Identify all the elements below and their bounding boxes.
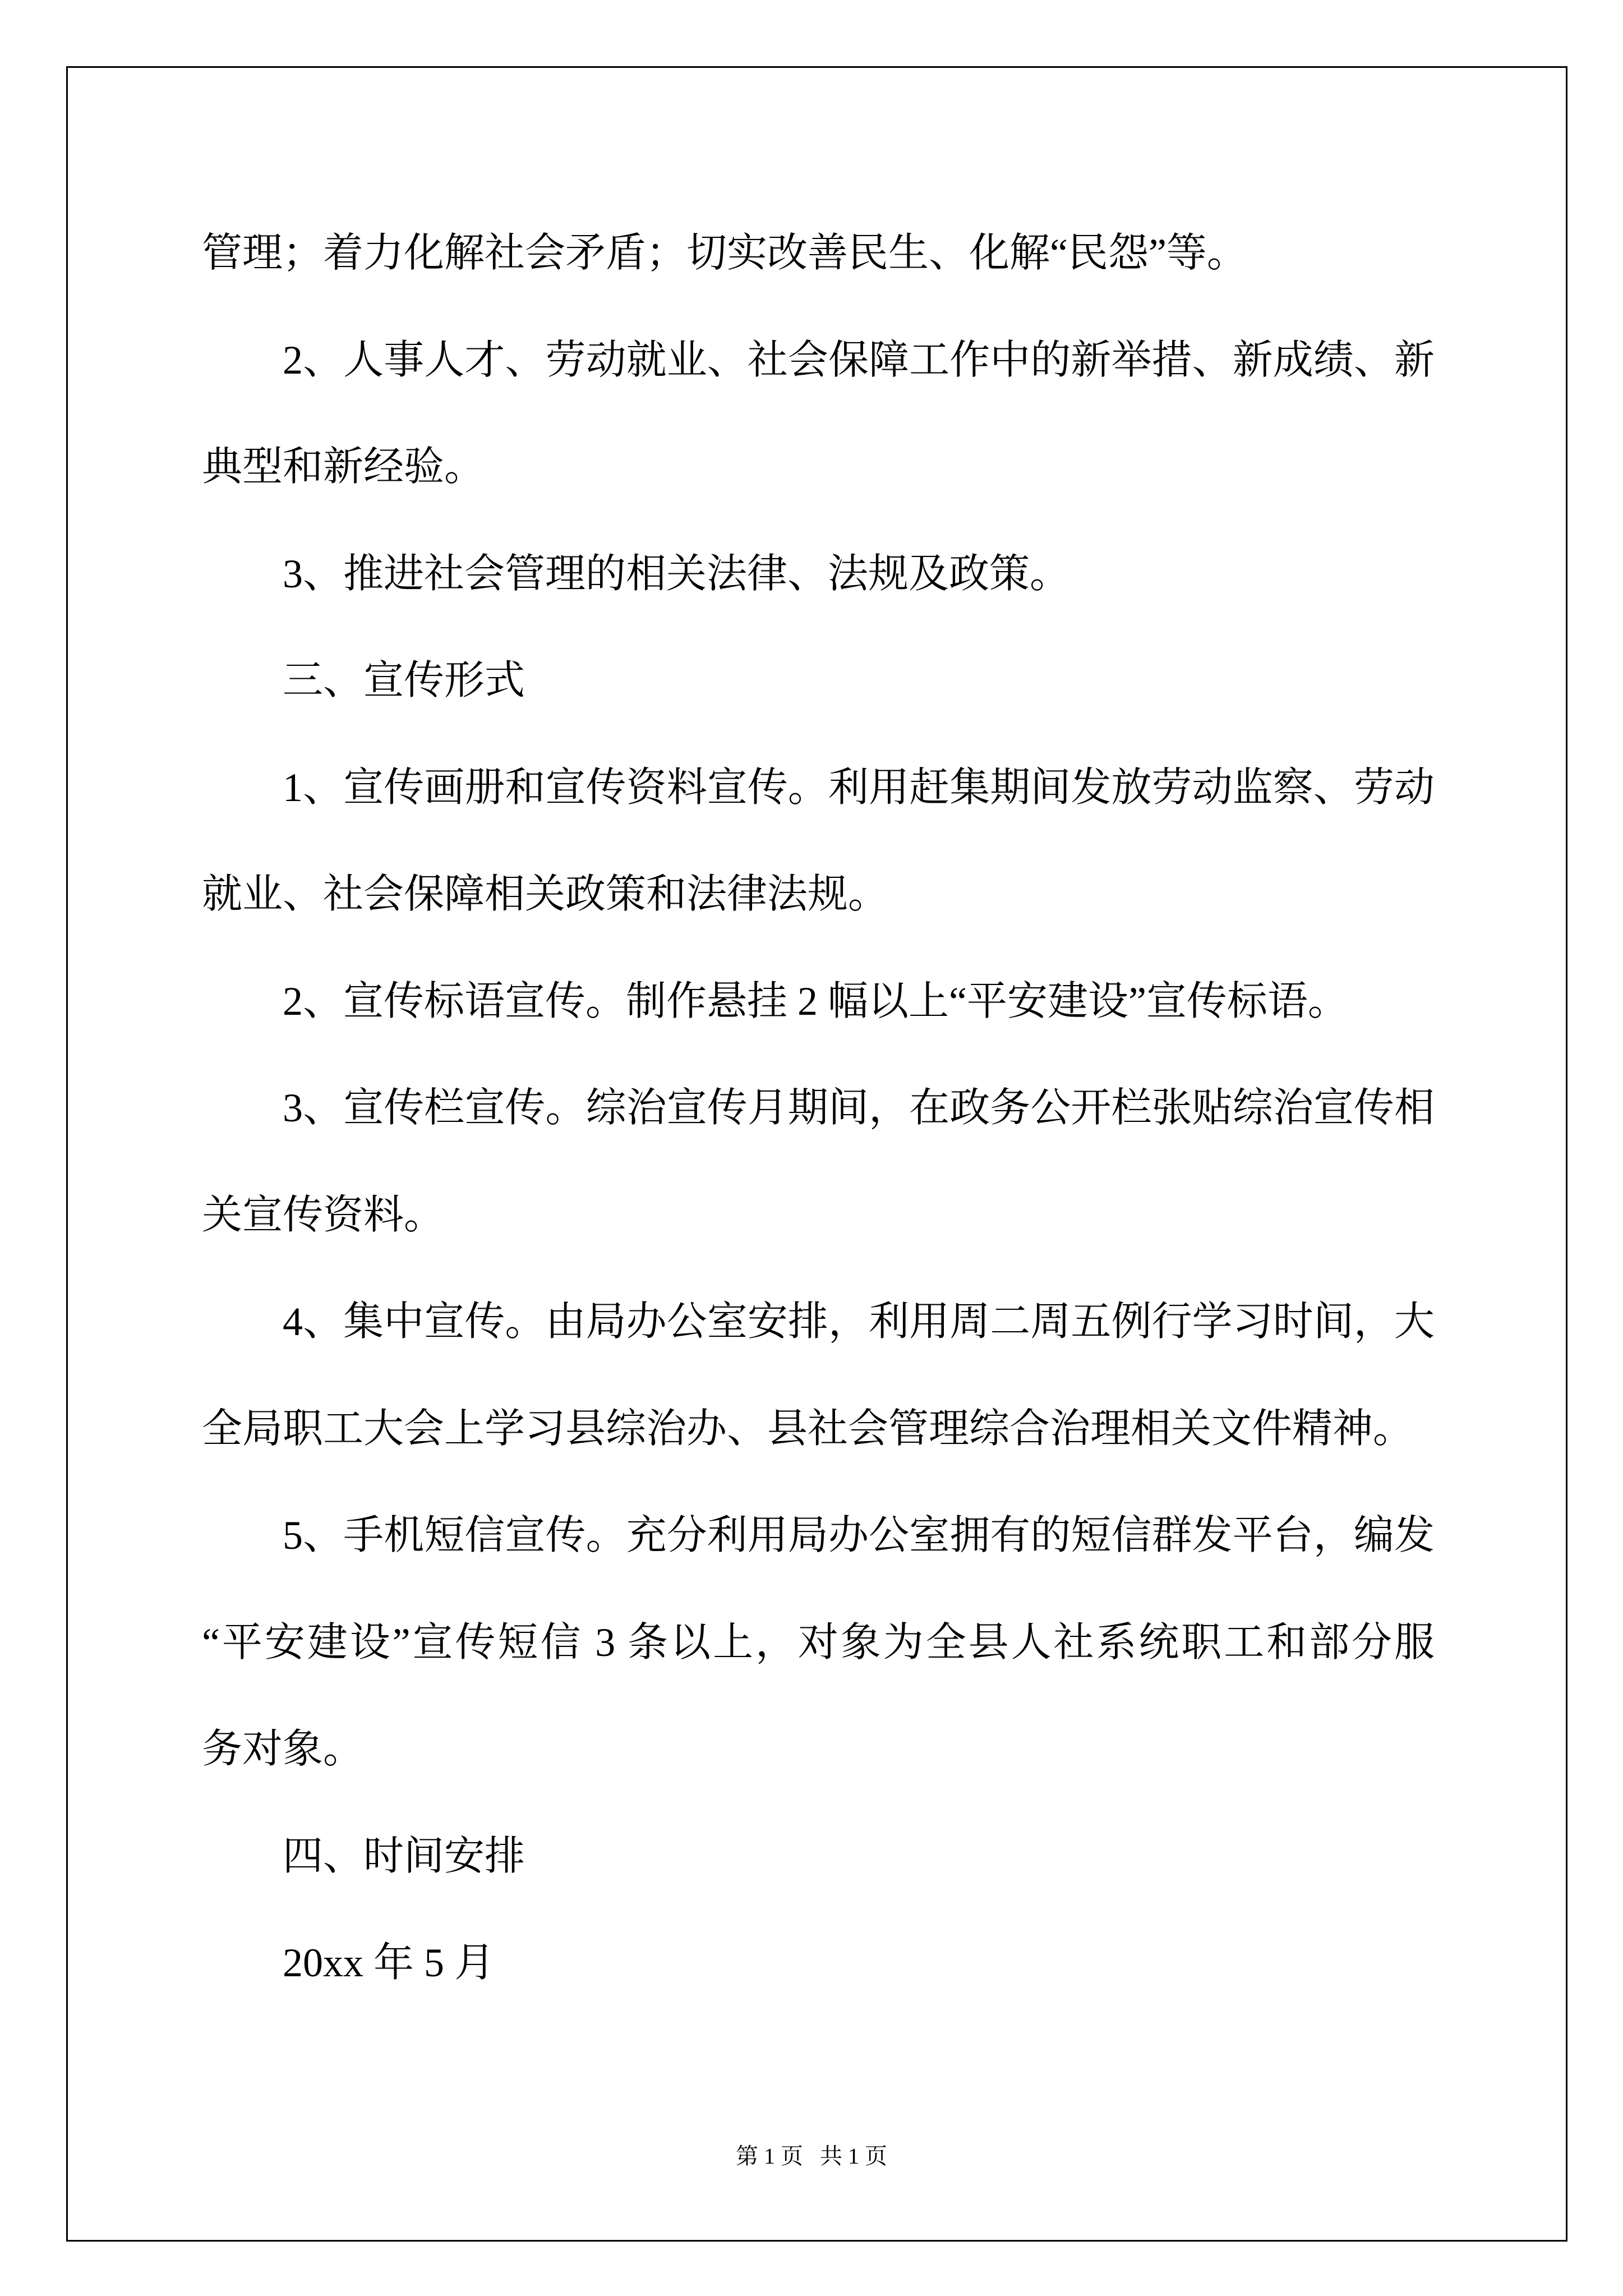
list-item-line: 1、宣传画册和宣传资料宣传。利用赶集期间发放劳动监察、劳动 bbox=[283, 765, 1435, 810]
paragraph-continuation-line: 典型和新经验。 bbox=[202, 444, 485, 489]
section-heading-publicity-form: 三、宣传形式 bbox=[283, 658, 525, 703]
schedule-date-line: 20xx 年 5 月 bbox=[283, 1940, 495, 1985]
list-item-line: 5、手机短信宣传。充分利用局办公室拥有的短信群发平台，编发 bbox=[283, 1513, 1435, 1558]
list-item-line: 2、宣传标语宣传。制作悬挂 2 幅以上“平安建设”宣传标语。 bbox=[283, 978, 1348, 1024]
paragraph-continuation-line: 管理；着力化解社会矛盾；切实改善民生、化解“民怨”等。 bbox=[202, 231, 1247, 275]
document-body bbox=[202, 200, 1435, 2017]
list-item-line: 3、推进社会管理的相关法律、法规及政策。 bbox=[283, 551, 1071, 596]
paragraph-continuation-line: “平安建设”宣传短信 3 条以上，对象为全县人社系统职工和部分服 bbox=[202, 1619, 1435, 1665]
paragraph-continuation-line: 务对象。 bbox=[202, 1727, 364, 1772]
list-item-line: 4、集中宣传。由局办公室安排，利用周二周五例行学习时间，大 bbox=[283, 1299, 1435, 1344]
page-number-footer: 第 1 页 共 1 页 bbox=[736, 2143, 887, 2169]
paragraph-continuation-line: 就业、社会保障相关政策和法律法规。 bbox=[202, 872, 889, 917]
paragraph-continuation-line: 关宣传资料。 bbox=[202, 1192, 445, 1237]
list-item-line: 3、宣传栏宣传。综治宣传月期间，在政务公开栏张贴综治宣传相 bbox=[283, 1085, 1435, 1130]
section-heading-schedule: 四、时间安排 bbox=[283, 1833, 525, 1879]
list-item-line: 2、人事人才、劳动就业、社会保障工作中的新举措、新成绩、新 bbox=[283, 337, 1435, 383]
paragraph-continuation-line: 全局职工大会上学习县综治办、县社会管理综合治理相关文件精神。 bbox=[202, 1406, 1414, 1451]
